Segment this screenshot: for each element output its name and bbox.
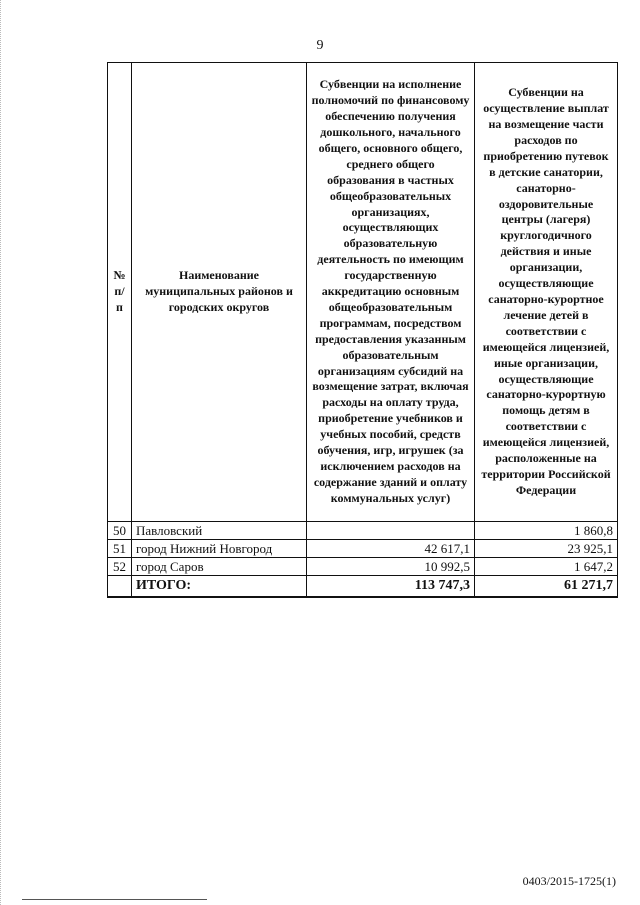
row-number: 50 (108, 522, 132, 540)
row-col2: 1 860,8 (475, 522, 618, 540)
row-number: 52 (108, 558, 132, 576)
total-col1: 113 747,3 (307, 576, 475, 598)
total-label: ИТОГО: (132, 576, 307, 598)
header-col1: Субвенции на исполнение полномочий по финансовому обеспечению получения дошкольного, начального общего, основного общего, среднего общего образования в частных общеобразовательных организациях, осуществляющих образовательную деятельность по имеющим государственную аккредитацию основным общеобразовательным программам, посредством предоставления указанным образовательным организациям субсидий на возмещение затрат, включая расходы на оплату труда, приобретение учебников и учебных пособий, средств обучения, игр, игрушек (за исключением расходов на содержание зданий и оплату коммунальных услуг) (307, 63, 475, 522)
row-name: город Нижний Новгород (132, 540, 307, 558)
row-col1: 10 992,5 (307, 558, 475, 576)
row-name: Павловский (132, 522, 307, 540)
total-row (108, 576, 618, 598)
header-number: № п/п (108, 63, 132, 522)
table-row (108, 522, 618, 540)
row-col2: 1 647,2 (475, 558, 618, 576)
table-row (108, 558, 618, 576)
page-number: 9 (316, 38, 324, 53)
table-header-row (108, 63, 618, 522)
row-col2: 23 925,1 (475, 540, 618, 558)
subventions-table (107, 62, 618, 598)
left-margin-mark (0, 0, 4, 905)
row-col1: 42 617,1 (307, 540, 475, 558)
row-name: город Саров (132, 558, 307, 576)
table-row (108, 540, 618, 558)
total-col2: 61 271,7 (475, 576, 618, 598)
header-name: Наименование муниципальных районов и городских округов (132, 63, 307, 522)
row-col1 (307, 522, 475, 540)
header-col2: Субвенции на осуществление выплат на возмещение части расходов по приобретению путевок в детские санатории, санаторно-оздоровительные центры (лагеря) круглогодичного действия и иные организации, осуществляющие санаторно-курортное лечение детей в соответствии с имеющейся лицензией, иные организации, осуществляющие санаторно-курортную помощь детям в соответствии с имеющейся лицензией, расположенные на территории Российской Федерации (475, 63, 618, 522)
document-code: 0403/2015-1725(1) (522, 874, 616, 888)
bottom-rule (22, 899, 207, 900)
total-number (108, 576, 132, 598)
row-number: 51 (108, 540, 132, 558)
